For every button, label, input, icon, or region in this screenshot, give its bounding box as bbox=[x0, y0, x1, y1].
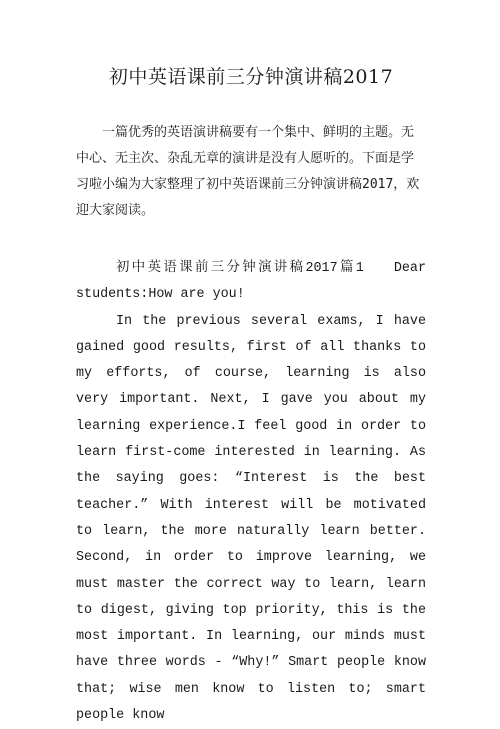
section-opening bbox=[76, 256, 426, 309]
greeting-text: Dear students:How are you! bbox=[76, 261, 426, 303]
section-heading: 初中英语课前三分钟演讲稿2017篇1 bbox=[116, 261, 364, 276]
speech-paragraph: In the previous several exams, I have gained good results, first of all thanks to my efforts, of course, learning is also very important. Next, I gave you about my learning experience.I feel good in order to learn first-come interested in learning. As the saying goes: “Interest is the best teacher.” With interest will be motivated to learn, the more naturally learn better. Second, in order to improve learning, we must master the correct way to learn, learn to digest, giving top priority, this is the most important. In learning, our minds must have three words - “Why!” Smart people know that; wise men know to listen to; smart people know bbox=[76, 313, 426, 724]
document-title: 初中英语课前三分钟演讲稿2017 bbox=[108, 66, 394, 88]
intro-paragraph: 一篇优秀的英语演讲稿要有一个集中、鲜明的主题。无中心、无主次、杂乱无章的演讲是没有人愿听的。下面是学习啦小编为大家整理了初中英语课前三分钟演讲稿2017，欢迎大家阅读。 bbox=[76, 125, 420, 218]
